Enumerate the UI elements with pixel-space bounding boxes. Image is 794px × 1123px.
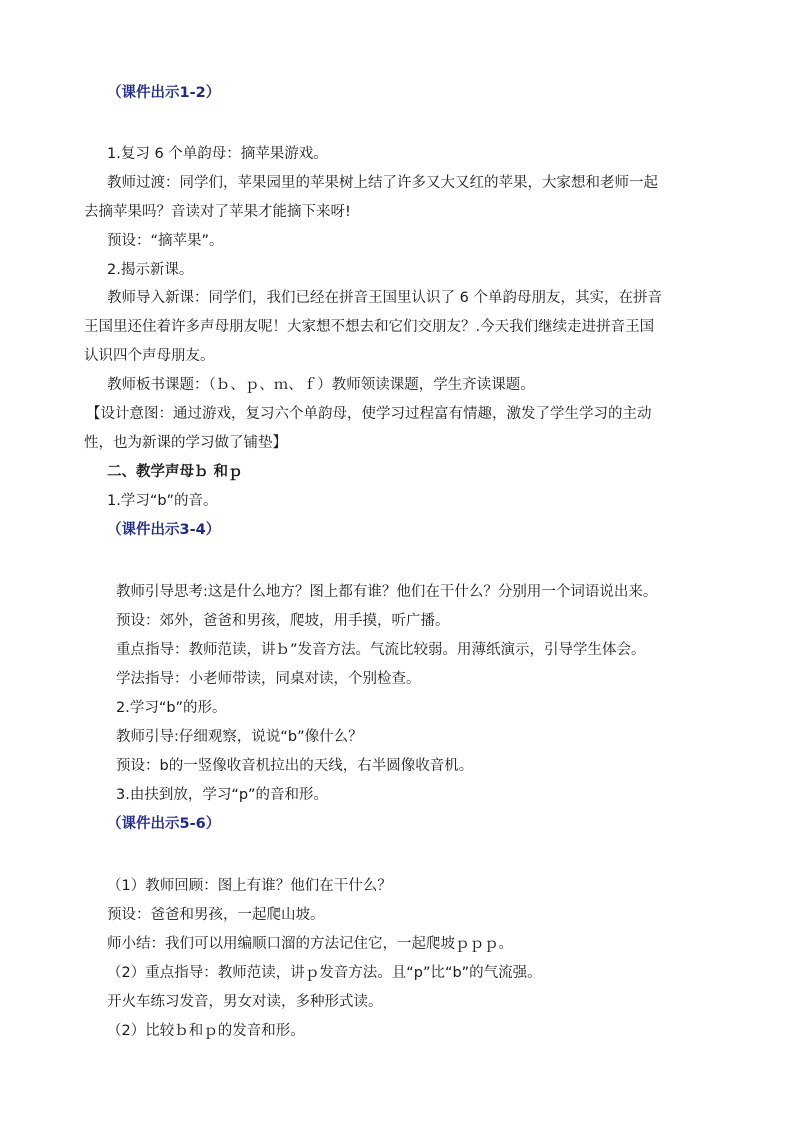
paragraph-line: 学法指导：小老师带读，同桌对读，个别检查。	[116, 671, 421, 687]
paragraph-line: 教师引导思考:这是什么地方？图上都有谁？他们在干什么？分别用一个词语说出来。	[116, 584, 658, 600]
paragraph-line: 教师引导:仔细观察，说说“b”像什么？	[116, 729, 363, 745]
paragraph-line: 教师板书课题：（ｂ、ｐ、ｍ、ｆ）教师领读课题，学生齐读课题。	[107, 377, 535, 393]
paragraph-line: （1）教师回顾：图上有谁？他们在干什么？	[107, 878, 392, 894]
paragraph-line: 教师过渡：同学们，苹果园里的苹果树上结了许多又大又红的苹果，大家想和老师一起	[107, 175, 658, 191]
paragraph-line: 2.学习“b”的形。	[116, 700, 227, 716]
courseware-note-2: （课件出示3-4）	[107, 522, 221, 538]
paragraph-line: 2.揭示新课。	[107, 262, 194, 278]
paragraph-line: 预设：b的一竖像收音机拉出的天线，右半圆像收音机。	[116, 758, 474, 774]
paragraph-line: 师小结：我们可以用编顺口溜的方法记住它，一起爬坡ｐｐｐ。	[107, 936, 513, 952]
courseware-note-1: （课件出示1-2）	[107, 85, 221, 101]
paragraph-line: 教师导入新课：同学们，我们已经在拼音王国里认识了 6 个单韵母朋友，其实，在拼音	[107, 290, 662, 306]
design-intent-line: 性，也为新课的学习做了铺垫】	[84, 435, 287, 451]
paragraph-line: 认识四个声母朋友。	[84, 348, 215, 364]
paragraph-line: 3.由扶到放，学习“p”的音和形。	[116, 787, 329, 803]
paragraph-line: 1.学习“b”的音。	[107, 493, 218, 509]
paragraph-line: 预设：“摘苹果”。	[107, 233, 224, 249]
paragraph-line: 预设：爸爸和男孩，一起爬山坡。	[107, 907, 325, 923]
paragraph-line: 重点指导：教师范读，讲ｂ”发音方法。气流比较弱。用薄纸演示，引导学生体会。	[116, 642, 646, 658]
design-intent-line: 【设计意图：通过游戏，复习六个单韵母，使学习过程富有情趣，激发了学生学习的主动	[86, 406, 652, 422]
paragraph-line: （2）重点指导：教师范读，讲ｐ发音方法。且“p”比“b”的气流强。	[107, 965, 542, 981]
courseware-note-3: （课件出示5-6）	[107, 816, 221, 832]
section-heading: 二、教学声母ｂ 和ｐ	[107, 464, 243, 480]
paragraph-line: （2）比较ｂ和ｐ的发音和形。	[107, 1023, 305, 1039]
paragraph-line: 去摘苹果吗？音读对了苹果才能摘下来呀!	[84, 204, 351, 220]
paragraph-line: 1.复习 6 个单韵母：摘苹果游戏。	[107, 146, 328, 162]
paragraph-line: 开火车练习发音，男女对读，多种形式读。	[107, 994, 383, 1010]
paragraph-line: 预设：郊外，爸爸和男孩，爬坡，用手摸，听广播。	[116, 613, 450, 629]
paragraph-line: 王国里还住着许多声母朋友呢！大家想不想去和它们交朋友？.今天我们继续走进拼音王国	[84, 319, 655, 335]
